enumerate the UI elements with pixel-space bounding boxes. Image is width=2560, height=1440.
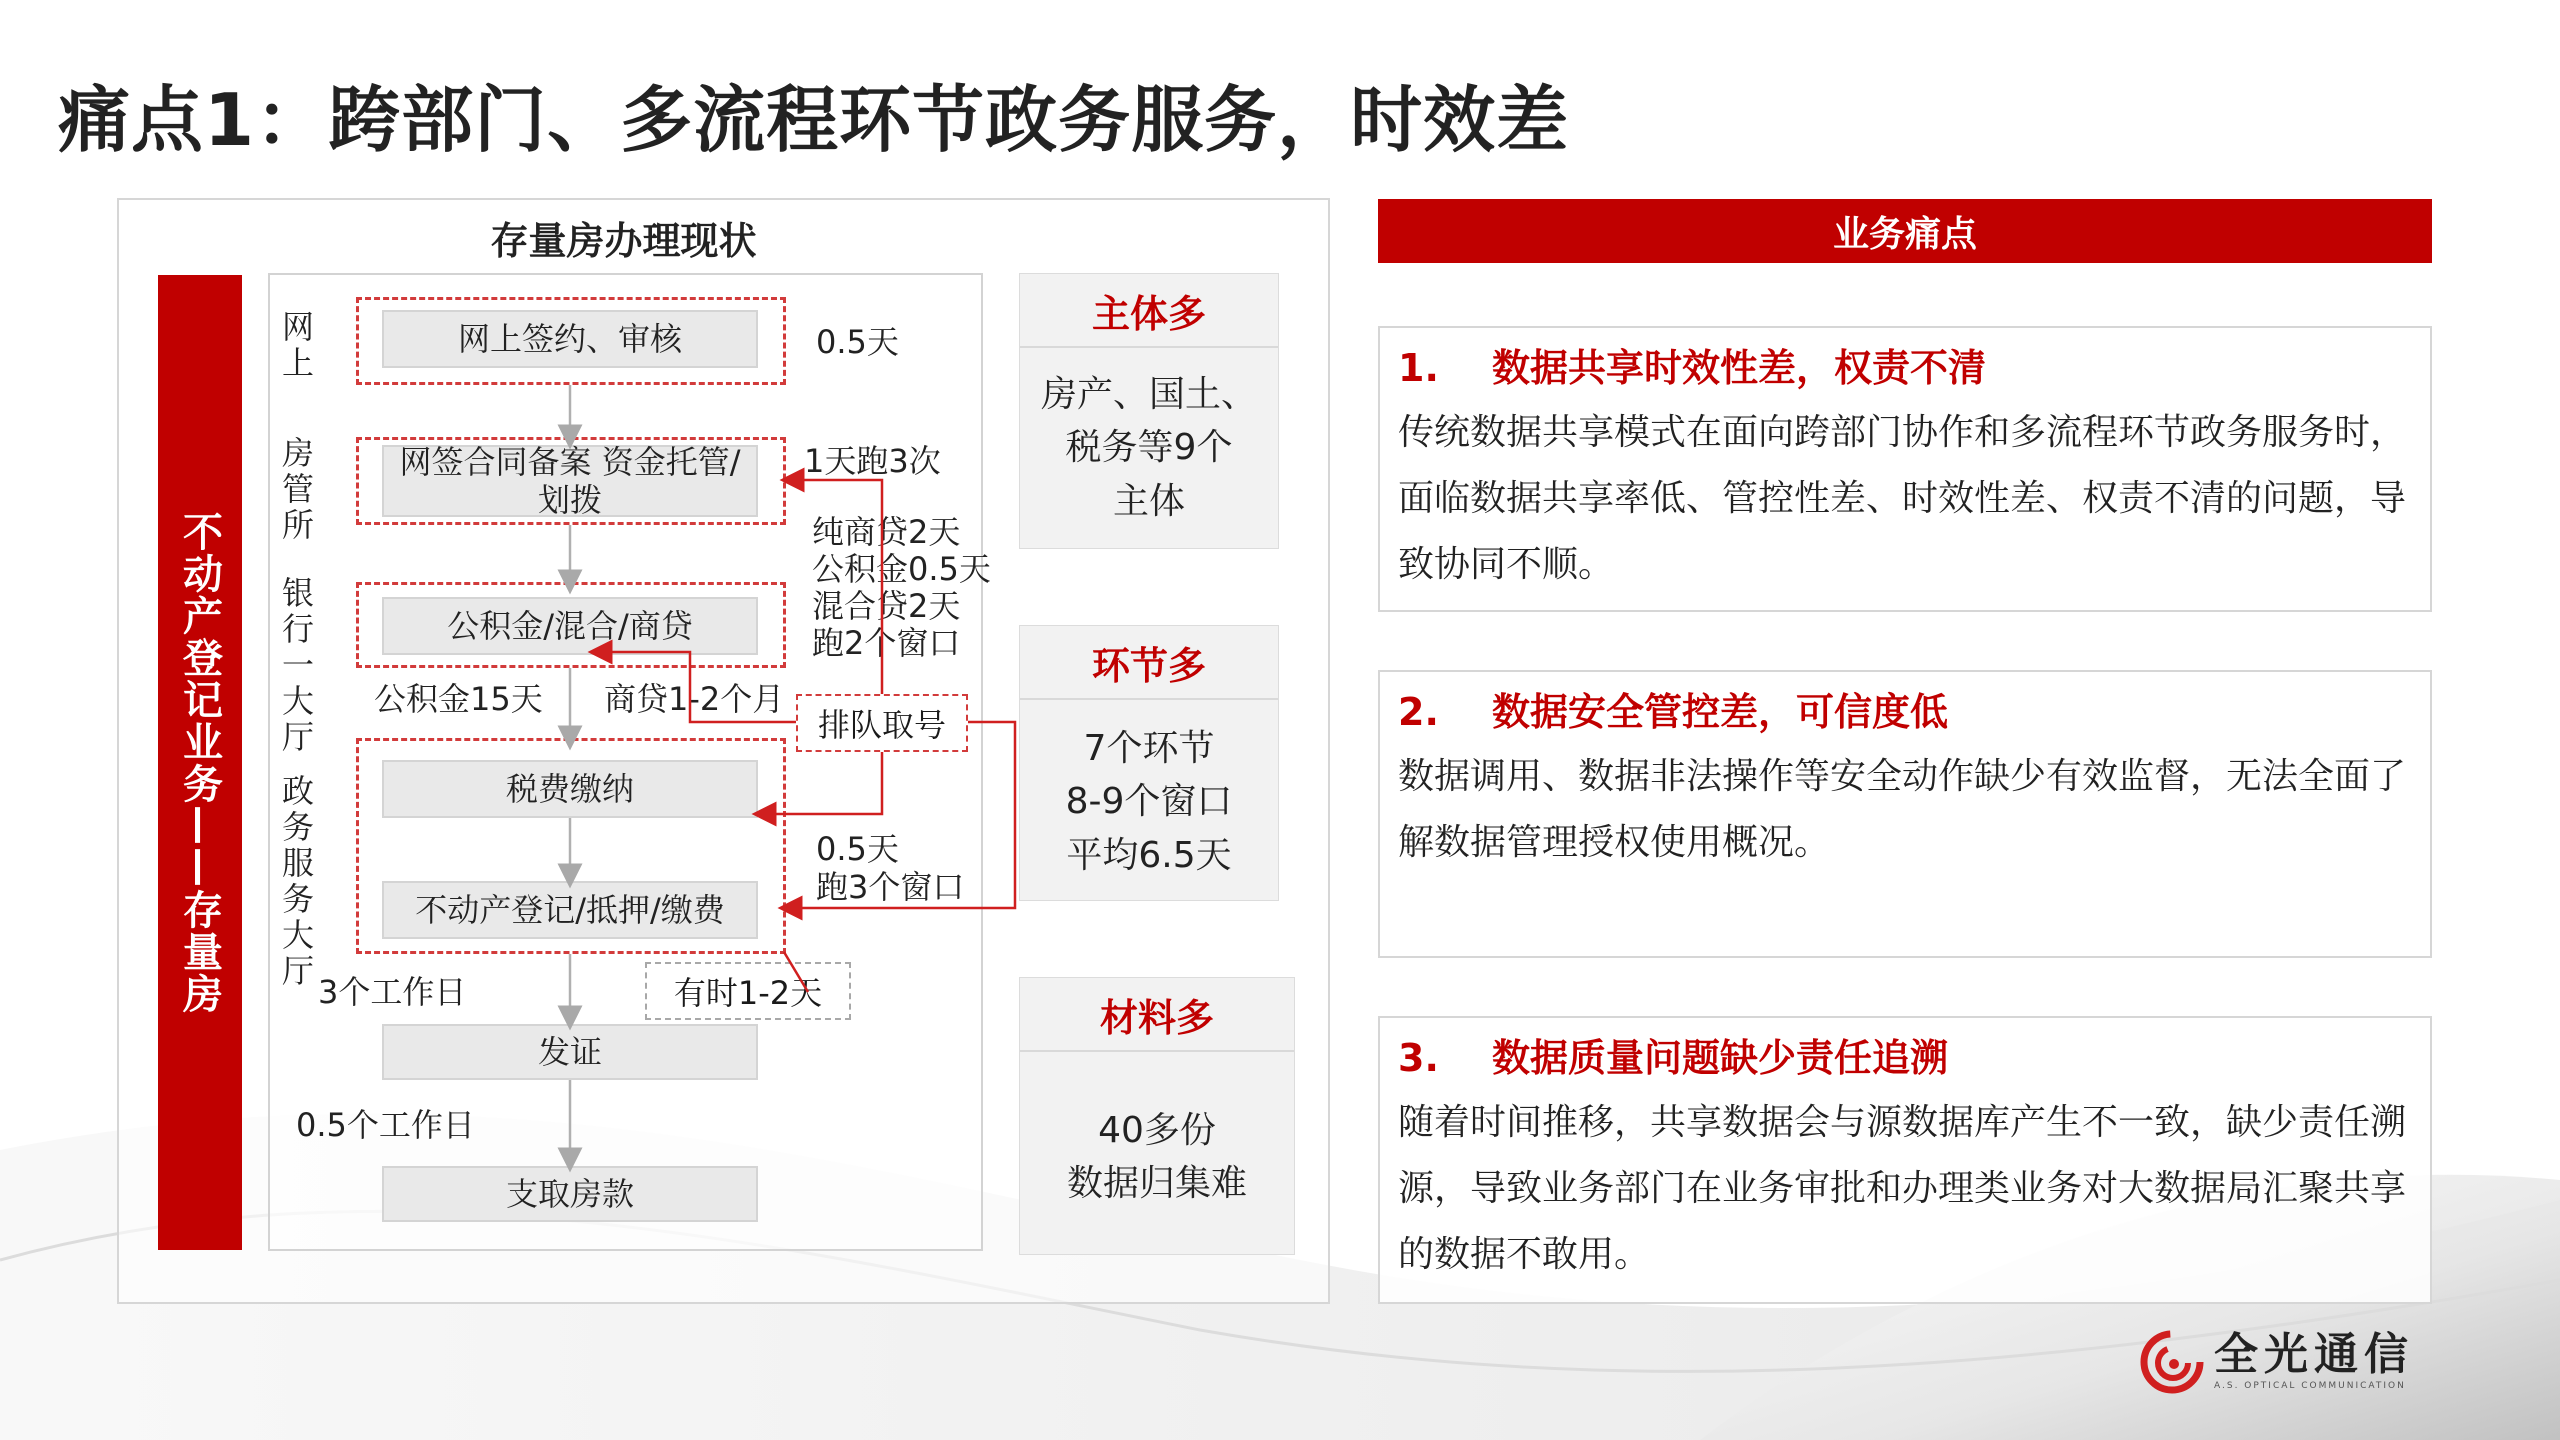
issue-title <box>1398 1032 2412 1084</box>
note-loan-gjj: 公积金0.5天 <box>812 550 991 588</box>
issue-description: 传统数据共享模式在面向跨部门协作和多流程环节政务服务时，面临数据共享率低、管控性差、时效性差、权责不清的问题，导致协同不顺。 <box>1398 412 2407 585</box>
note-sometimes-frame <box>645 962 851 1020</box>
step-certificate: 发证 <box>382 1024 758 1080</box>
row-label-gov-hall: 政务服务大厅 <box>277 774 315 990</box>
issue-description: 随着时间推移，共享数据会与源数据库产生不一致，缺少责任溯源，导致业务部门在业务审批和办理类业务对大数据局汇聚共享的数据不敢用。 <box>1398 1102 2407 1275</box>
summary-card-steps <box>1019 625 1279 901</box>
panel-heading: 存量房办理现状 <box>490 219 757 263</box>
page-title: 痛点1：跨部门、多流程环节政务服务，时效差 <box>58 78 1570 162</box>
queue-ticket <box>796 694 968 752</box>
logo-name: 全光通信 <box>2214 1329 2414 1380</box>
summary-title: 环节多 <box>1020 626 1278 700</box>
note-loan-windows: 跑2个窗口 <box>812 624 961 662</box>
summary-title: 主体多 <box>1020 274 1278 348</box>
issue-number: 1. <box>1398 346 1439 390</box>
note-gov-windows: 跑3个窗口 <box>816 868 965 906</box>
side-label-text: 不动产登记业务——存量房 <box>176 510 223 1015</box>
note-loan-mixed: 混合贷2天 <box>812 587 961 625</box>
summary-line: 主体 <box>1112 480 1185 522</box>
step-withdraw-funds: 支取房款 <box>382 1166 758 1222</box>
note-payout-days: 0.5个工作日 <box>296 1106 475 1144</box>
issue-description: 数据调用、数据非法操作等安全动作缺少有效监督，无法全面了解数据管理授权使用概况。 <box>1398 756 2407 863</box>
summary-line: 平均6.5天 <box>1066 834 1232 876</box>
summary-card-materials <box>1019 977 1295 1255</box>
step-loans: 公积金/混合/商贷 <box>382 597 758 655</box>
note-gjj-time: 公积金15天 <box>374 680 543 718</box>
logo-swirl-icon <box>2140 1330 2204 1394</box>
note-housing-trips: 1天跑3次 <box>804 442 941 480</box>
issue-title-text: 数据质量问题缺少责任追溯 <box>1492 1036 1949 1080</box>
issue-number: 2. <box>1398 690 1439 734</box>
summary-line: 数据归集难 <box>1066 1163 1247 1205</box>
logo-subtitle: A.S. OPTICAL COMMUNICATION <box>2214 1381 2406 1391</box>
row-label-housing-office: 房管所 <box>277 436 315 544</box>
business-side-label <box>158 275 242 1250</box>
note-gov-time: 0.5天 <box>816 830 899 868</box>
issue-title <box>1398 342 2412 394</box>
issue-title <box>1398 686 2412 738</box>
summary-line: 7个环节 <box>1083 728 1215 769</box>
summary-title: 材料多 <box>1020 978 1294 1052</box>
note-online-time: 0.5天 <box>816 323 899 361</box>
queue-ticket-label: 排队取号 <box>817 706 946 744</box>
row-label-bank-hall: 银行一大厅 <box>277 576 315 756</box>
step-property-registration: 不动产登记/抵押/缴费 <box>382 881 758 939</box>
summary-line: 8-9个窗口 <box>1065 781 1233 823</box>
step-contract-filing: 网签合同备案 资金托管/划拨 <box>382 445 758 517</box>
step-tax-payment: 税费缴纳 <box>382 760 758 818</box>
summary-line: 40多份 <box>1098 1110 1216 1151</box>
note-loan-commercial: 纯商贷2天 <box>812 513 961 551</box>
note-cert-days: 3个工作日 <box>318 973 467 1011</box>
pain-points-banner: 业务痛点 <box>1378 199 2432 263</box>
note-sometimes: 有时1-2天 <box>673 974 823 1012</box>
issue-card-1 <box>1378 326 2432 612</box>
issue-card-2 <box>1378 670 2432 958</box>
summary-line: 房产、国土、 <box>1040 374 1257 415</box>
company-logo <box>2140 1330 2414 1394</box>
note-commercial-time: 商贷1-2个月 <box>604 680 785 718</box>
issue-title-text: 数据共享时效性差，权责不清 <box>1492 346 1987 390</box>
step-online-sign: 网上签约、审核 <box>382 310 758 368</box>
issue-number: 3. <box>1398 1036 1439 1080</box>
issue-title-text: 数据安全管控差，可信度低 <box>1492 690 1949 734</box>
issue-card-3 <box>1378 1016 2432 1304</box>
summary-card-subjects <box>1019 273 1279 549</box>
row-label-online: 网上 <box>277 310 315 382</box>
summary-line: 税务等9个 <box>1065 427 1233 469</box>
